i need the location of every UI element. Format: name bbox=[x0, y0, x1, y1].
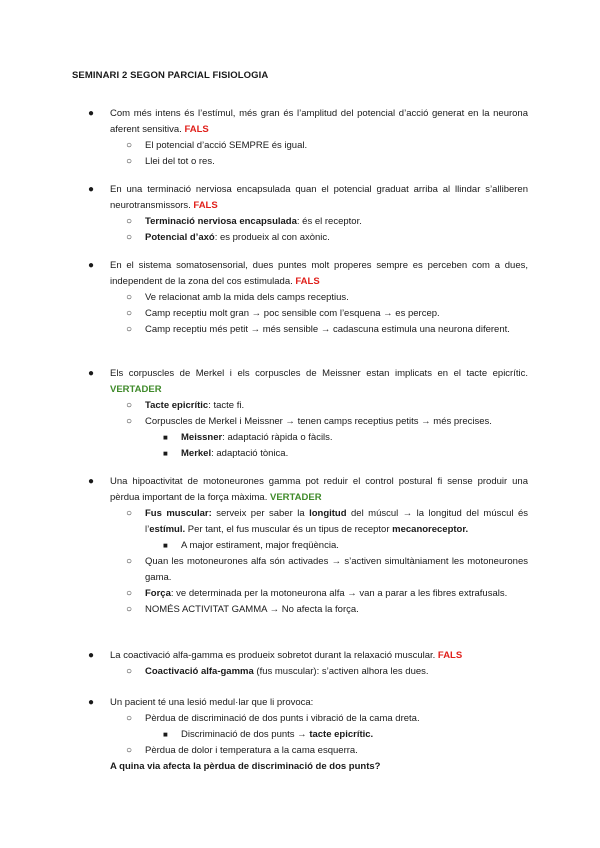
sub-item-term: longitud bbox=[309, 508, 347, 519]
sub-item-term: mecanoreceptor. bbox=[392, 524, 469, 535]
sub-item-term: Tacte epicrític bbox=[145, 400, 209, 411]
sub-item-text: Pèrdua de discriminació de dos punts i vibració de la cama dreta. bbox=[145, 713, 420, 724]
sub-item-text: Camp receptiu molt gran → poc sensible com l’esquena → es percep. bbox=[145, 308, 440, 319]
sub-item-text: Per tant, el fus muscular és un tipus de receptor bbox=[185, 524, 393, 535]
verdict-badge: VERTADER bbox=[270, 492, 322, 503]
verdict-badge: VERTADER bbox=[110, 384, 162, 395]
bullet-circle: ○ bbox=[126, 745, 133, 756]
bullet-circle: ○ bbox=[126, 604, 133, 615]
bullet-circle: ○ bbox=[126, 556, 133, 567]
sub-sub-item-text: A major estirament, major freqüència. bbox=[181, 540, 339, 551]
list-item bbox=[0, 695, 600, 775]
statement-text: Una hipoactivitat de motoneurones gamma pot reduir el control postural fi sense produir una pèrdua important de la força màxima. bbox=[110, 476, 528, 503]
bullet-circle: ○ bbox=[126, 400, 133, 411]
verdict-badge: FALS bbox=[437, 650, 463, 661]
sub-item-text: : és el receptor. bbox=[296, 216, 362, 227]
statement-text: Un pacient té una lesió medul·lar que li provoca: bbox=[110, 697, 314, 708]
sub-item-text: Llei del tot o res. bbox=[145, 156, 215, 167]
bullet-disc: ● bbox=[88, 697, 95, 708]
bullet-circle: ○ bbox=[126, 216, 133, 227]
statement-text: Els corpuscles de Merkel i els corpuscles de Meissner estan implicats en el tacte epicrític. bbox=[110, 368, 528, 379]
sub-item-text: Quan les motoneurones alfa són activades → s’activen simultàniament les motoneurones gama. bbox=[145, 556, 528, 583]
sub-item-text: : ve determinada per la motoneurona alfa → van a parar a les fibres extrafusals. bbox=[170, 588, 508, 599]
list-item bbox=[0, 106, 600, 170]
sub-sub-item-text: Discriminació de dos punts → bbox=[181, 729, 310, 740]
bullet-square: ■ bbox=[163, 730, 168, 739]
bullet-circle: ○ bbox=[126, 156, 133, 167]
bullet-disc: ● bbox=[88, 260, 95, 271]
list-item bbox=[0, 648, 600, 680]
sub-sub-item-term: Merkel bbox=[181, 448, 212, 459]
sub-sub-item-term: Meissner bbox=[181, 432, 223, 443]
statement-text: Com més intens és l’estímul, més gran és l’amplitud del potencial d’acció generat en la neurona aferent sensitiva. bbox=[110, 108, 528, 135]
bullet-circle: ○ bbox=[126, 140, 133, 151]
sub-item-term: Força bbox=[145, 588, 171, 599]
bullet-square: ■ bbox=[163, 449, 168, 458]
sub-item-text: El potencial d’acció SEMPRE és igual. bbox=[145, 140, 308, 151]
bullet-circle: ○ bbox=[126, 232, 133, 243]
list-item bbox=[0, 474, 600, 618]
bullet-disc: ● bbox=[88, 368, 95, 379]
verdict-badge: FALS bbox=[184, 124, 209, 135]
bullet-disc: ● bbox=[88, 184, 95, 195]
verdict-badge: FALS bbox=[295, 276, 320, 287]
sub-item-term: Potencial d’axó bbox=[145, 232, 215, 243]
sub-item-text: Ve relacionat amb la mida dels camps receptius. bbox=[145, 292, 349, 303]
list-item bbox=[0, 366, 600, 462]
bullet-circle: ○ bbox=[126, 666, 133, 677]
sub-item-text: : es produeix al con axònic. bbox=[214, 232, 330, 243]
sub-item-text: Corpuscles de Merkel i Meissner → tenen camps receptius petits → més precises. bbox=[145, 416, 492, 427]
sub-item-text: Camp receptiu més petit → més sensible → cadascuna estimula una neurona diferent. bbox=[145, 324, 510, 335]
document-title: SEMINARI 2 SEGON PARCIAL FISIOLOGIA bbox=[72, 70, 269, 81]
bullet-disc: ● bbox=[88, 476, 95, 487]
sub-sub-item-text: : adaptació tònica. bbox=[211, 448, 289, 459]
statement-text: En el sistema somatosensorial, dues puntes molt properes sempre es perceben com a dues, independent de la zona del cos estimulada. bbox=[110, 260, 528, 287]
bullet-disc: ● bbox=[88, 650, 95, 661]
list-item bbox=[0, 258, 600, 338]
statement-text: La coactivació alfa-gamma es produeix sobretot durant la relaxació muscular. bbox=[110, 650, 436, 661]
sub-item-text: del múscul → la longitud del múscul és l’ bbox=[145, 508, 529, 535]
verdict-badge: FALS bbox=[193, 200, 218, 211]
sub-item-text: NOMÉS ACTIVITAT GAMMA → No afecta la força. bbox=[145, 604, 359, 615]
sub-item-term: Fus muscular: bbox=[145, 508, 212, 519]
sub-item-text: serveix per saber la bbox=[211, 508, 310, 519]
sub-item-term: estímul. bbox=[149, 524, 186, 535]
sub-sub-item-term: tacte epicrític. bbox=[309, 729, 374, 740]
bullet-square: ■ bbox=[163, 433, 168, 442]
question-text: A quina via afecta la pèrdua de discriminació de dos punts? bbox=[110, 761, 381, 772]
bullet-square: ■ bbox=[163, 541, 168, 550]
bullet-circle: ○ bbox=[126, 713, 133, 724]
bullet-circle: ○ bbox=[126, 416, 133, 427]
bullet-circle: ○ bbox=[126, 588, 133, 599]
bullet-circle: ○ bbox=[126, 292, 133, 303]
bullet-circle: ○ bbox=[126, 508, 133, 519]
sub-item-term: Coactivació alfa-gamma bbox=[145, 666, 254, 677]
bullet-circle: ○ bbox=[126, 324, 133, 335]
sub-sub-item-text: : adaptació ràpida o fàcils. bbox=[222, 432, 333, 443]
sub-item-text: Pèrdua de dolor i temperatura a la cama esquerra. bbox=[145, 745, 358, 756]
sub-item-text: : tacte fi. bbox=[208, 400, 245, 411]
list-item bbox=[0, 182, 600, 246]
statement-text: En una terminació nerviosa encapsulada quan el potencial graduat arriba al llindar s’alliberen neurotransmissors. bbox=[110, 184, 528, 211]
sub-item-text: (fus muscular): s’activen alhora les dues. bbox=[253, 666, 429, 677]
bullet-circle: ○ bbox=[126, 308, 133, 319]
sub-item-term: Terminació nerviosa encapsulada bbox=[145, 216, 297, 227]
bullet-disc: ● bbox=[88, 108, 95, 119]
